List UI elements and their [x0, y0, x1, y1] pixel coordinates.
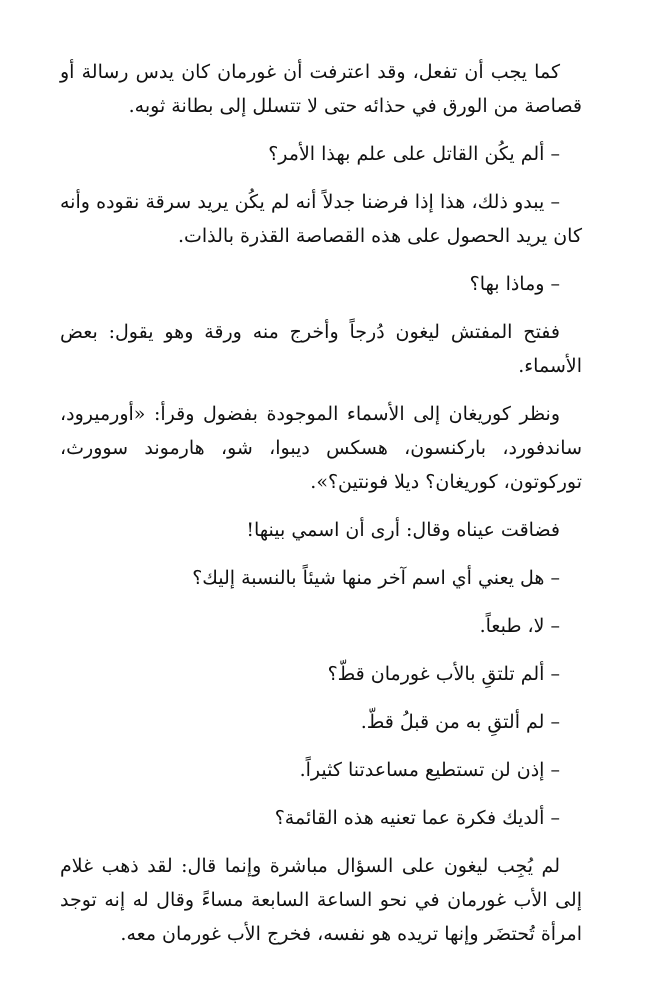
dialogue-line-4 — [60, 609, 582, 643]
dialogue-dash: – — [550, 663, 560, 685]
dialogue-dash: – — [550, 273, 560, 295]
dialogue-dash: – — [550, 615, 560, 637]
dialogue-line-5 — [60, 657, 582, 691]
dialogue-dash: – — [550, 143, 560, 165]
dialogue-line-6 — [60, 705, 582, 739]
dialogue-dash: – — [550, 567, 560, 589]
dialogue-line-7 — [60, 753, 582, 787]
dialogue-dash: – — [550, 807, 560, 829]
dialogue-text: لا، طبعاً. — [479, 615, 545, 637]
dialogue-text: ألم تلتقِ بالأب غورمان قطّ؟ — [327, 663, 545, 685]
book-page — [60, 55, 582, 965]
dialogue-dash: – — [550, 191, 560, 213]
paragraph-3: ونظر كوريغان إلى الأسماء الموجودة بفضول وقرأ: «أورميرود، ساندفورد، باركنسون، هسكس ديبوا، شو، هارموند سوورث، توركوتون، كوريغان؟ ديلا فونتين؟». — [60, 403, 582, 493]
dialogue-line-3 — [60, 561, 582, 595]
dialogue-line-8 — [60, 801, 582, 835]
dialogue-dash: – — [550, 711, 560, 733]
dialogue-text: ألديك فكرة عما تعنيه هذه القائمة؟ — [274, 807, 545, 829]
dialogue-line-1 — [60, 137, 582, 171]
dialogue-text: وماذا بها؟ — [469, 273, 545, 295]
dialogue-text: ألم يكُن القاتل على علم بهذا الأمر؟ — [268, 143, 545, 165]
dialogue-paragraph — [60, 185, 582, 253]
dialogue-text: لم ألتقِ به من قبلُ قطّ. — [360, 711, 545, 733]
dialogue-text: يبدو ذلك، هذا إذا فرضنا جدلاً أنه لم يكُن يريد سرقة نقوده وأنه كان يريد الحصول على هذه القصاصة القذرة بالذات. — [60, 191, 582, 247]
dialogue-text: إذن لن تستطيع مساعدتنا كثيراً. — [299, 759, 545, 781]
paragraph-5: لم يُجِب ليغون على السؤال مباشرة وإنما قال: لقد ذهب غلام إلى الأب غورمان في نحو الساعة السابعة مساءً وقال له إنه توجد امرأة تُحتضَر وإنها تريده هو نفسه، فخرج الأب غورمان معه. — [60, 855, 582, 945]
paragraph-2: ففتح المفتش ليغون دُرجاً وأخرج منه ورقة وهو يقول: بعض الأسماء. — [60, 321, 582, 377]
paragraph-4: فضاقت عيناه وقال: أرى أن اسمي بينها! — [246, 519, 560, 541]
dialogue-dash: – — [550, 759, 560, 781]
dialogue-line-2 — [60, 267, 582, 301]
paragraph-1: كما يجب أن تفعل، وقد اعترفت أن غورمان كان يدس رسالة أو قصاصة من الورق في حذائه حتى لا تتسلل إلى بطانة ثوبه. — [60, 61, 582, 117]
dialogue-text: هل يعني أي اسم آخر منها شيئاً بالنسبة إليك؟ — [192, 567, 545, 589]
